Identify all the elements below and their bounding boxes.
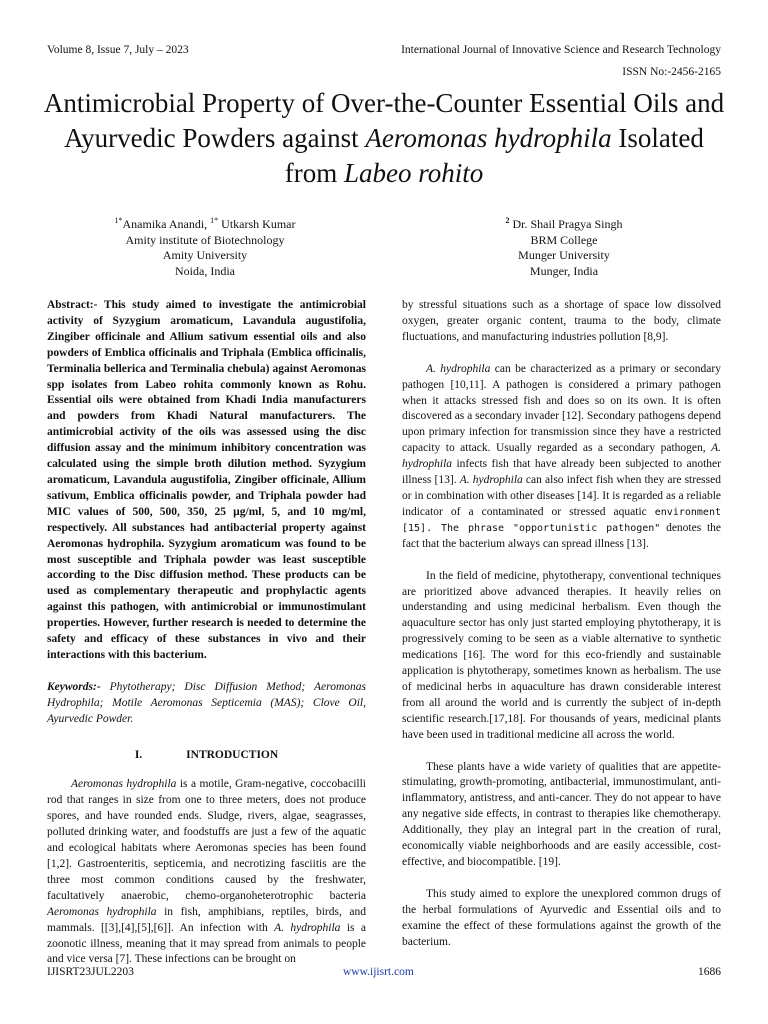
title-organism-2: Labeo rohito — [343, 158, 484, 188]
keywords-text: Phytotherapy; Disc Diffusion Method; Aeromonas Hydrophila; Motile Aeromonas Septicemia (MAS); Clove Oil, Ayurvedic Powder. — [47, 680, 366, 725]
author-sup: 1* — [114, 216, 123, 225]
paper-id: IJISRT23JUL2203 — [47, 966, 134, 978]
species-name: A. hydrophila — [459, 474, 523, 487]
keywords-label: Keywords:- — [47, 680, 101, 693]
paragraph-pathogen — [402, 362, 721, 553]
author-names-left — [94, 213, 316, 233]
paper-title — [40, 86, 728, 191]
abstract: Abstract:- This study aimed to investigate the antimicrobial activity of Syzygium aromaticum, Lavandula augustifolia, Zingiber officinale and Allium sativum essential oils and also powders of Emblica officinalis and Triphala (Emblica officinalis, Terminalia bellerica and Terminalia chebula) against Aeromonas spp isolates from Labeo rohita commonly known as Rohu. Essential oils were obtained from Khadi India manufacturers and powders from Khadi Natural manufacturers. The antimicrobial activity of the oils was assessed using the disc diffusion assay and the minimum inhibitory concentration was calculated using the simple broth dilution method. Syzygium aromaticum, Lavandula augustifolia, Zingiber officinale, Allium sativum, Emblica officinalis powder, and Triphala powder had MIC values of 500, 500, 350, 25 µg/ml, 5, and 10 mg/ml, respectively. All substances had antibacterial property against Aeromonas hydrophila. Syzygium aromaticum was found to be most susceptible and Triphala powder was least susceptible according to the Disc diffusion method. These products can be used as complementary therapeutic and prophylactic agents against this pathogen, with antimicrobial or immunostimulant properties. However, further research is needed to determine the safety and efficacy of these substances in vivo and their interactions with this bacterium. — [47, 299, 366, 661]
title-text-2: Isolated from — [284, 123, 704, 188]
section-title: INTRODUCTION — [186, 748, 279, 761]
paragraph-plant-qualities: These plants have a wide variety of qualities that are appetite-stimulating, growth-promoting, antibacterial, immunostimulant, anti-inflammatory, antistress, and anti-cancer. They do not appear to have any negative side effects, in contrast to therapies like chemotherapy. Additionally, they play an integral part in the creation of rural, economically viable neighborhoods and are easily accessible, cost-effective, and biocompatible. [19]. — [402, 760, 721, 868]
paragraph-text: denotes the fact that the bacterium always can spread illness [13]. — [402, 521, 721, 550]
title-text-1: Antimicrobial Property of Over-the-Counter Essential Oils and Ayurvedic Powders against — [43, 88, 725, 153]
author-block-left — [94, 213, 316, 279]
author-location: Noida, India — [175, 263, 235, 278]
title-organism-1: Aeromonas hydrophila — [365, 123, 612, 153]
author-name: Anamika Anandi, — [122, 217, 211, 231]
intro-paragraph — [47, 777, 366, 968]
author-names-right — [480, 213, 648, 233]
author-name: Utkarsh Kumar — [218, 217, 296, 231]
paragraph-text: in fish, amphibians, reptiles, birds, and mammals. [[3],[4],[5],[6]]. An infection with — [47, 905, 366, 934]
species-name: A. hydrophila — [426, 362, 491, 375]
issn-number: ISSN No:-2456-2165 — [622, 66, 721, 78]
keywords — [47, 680, 366, 728]
paragraph-phytotherapy: In the field of medicine, phytotherapy, conventional techniques are prioritized above advanced therapies. It heavily relies on understanding and using medicinal herbalism. Even though the aquaculture sector has only just started employing phytotherapy, it is progressively coming to be seen as a viable alternative to synthetic medications [16]. The word for this eco-friendly and sustainable application is phytotherapy, sometimes known as herbalism. The use of medicinal herbs in aquaculture has drawn considerable interest from all around the world and is currently the subject of in-depth scientific research.[17,18]. For thousands of years, medicinal plants have been used in traditional medicine all across the world. — [402, 569, 721, 741]
species-name: Aeromonas hydrophila — [71, 778, 177, 791]
paragraph-study-aim: This study aimed to explore the unexplored common drugs of the herbal formulations of Ayurvedic and Essential oils and to examine the effect of these formulations against the growth of the bacterium. — [402, 887, 721, 948]
author-location: Munger, India — [529, 263, 599, 278]
paragraph-text-mono: environment [15]. The phrase "opportunistic pathogen" — [402, 506, 721, 534]
volume-info: Volume 8, Issue 7, July – 2023 — [47, 44, 189, 56]
paragraph-text: can also infect fish when they are stressed or in combination with other diseases [14]. It is regarded as a reliable indicator of a contaminated or stressed aquatic — [402, 474, 721, 518]
species-name: A. hydrophila — [402, 442, 721, 471]
author-block-right — [480, 213, 648, 279]
author-affiliation: Munger University — [518, 248, 610, 262]
author-affiliation: BRM College — [530, 232, 598, 247]
author-affiliation: Amity University — [162, 248, 248, 262]
author-affiliation: Amity institute of Biotechnology — [125, 232, 285, 247]
right-column — [402, 298, 721, 951]
paragraph-text: is a motile, Gram-negative, coccobacilli rod that ranges in size from one to three meters, does not produce spores, and have rounded ends. Sludge, rivers, algae, seagrasses, polluted drinking water, and foodstuffs are just a few of the aquatic and ecological habitats where Aeromonas species has been found [1,2]. Gastroenteritis, septicemia, and necrotizing fasciitis are the three most common conditions caused by the freshwater, facultatively anaerobic, chemo-organoheterotrophic bacteria — [47, 778, 366, 902]
section-heading — [47, 748, 366, 764]
page-number: 1686 — [698, 966, 721, 978]
species-name: A. hydrophila — [274, 921, 341, 934]
left-column — [47, 298, 366, 968]
paragraph-text: is a zoonotic illness, meaning that it may spread from animals to people and vice versa [7]. These infections can be brought on — [47, 921, 366, 966]
paragraph-text: can be characterized as a primary or secondary pathogen [10,11]. A pathogen is considered a primary pathogen when it attacks stressed fish and does so on its own. It is often discovered as a secondary invader [12]. Secondary pathogens depend upon primary infection for transmission since they have a restricted capacity to attack. Usually regarded as a secondary pathogen, — [402, 362, 722, 455]
author-sup: 1* — [210, 216, 219, 225]
section-number: I. — [134, 748, 143, 761]
paragraph-stress: by stressful situations such as a shortage of space low dissolved oxygen, greater organic content, trauma to the body, climate fluctuations, and manufacturing industries pollution [8,9]. — [402, 299, 721, 343]
species-name: Aeromonas hydrophila — [47, 905, 157, 918]
author-sup: 2 — [505, 216, 510, 225]
journal-url-link[interactable]: www.ijisrt.com — [343, 966, 414, 978]
journal-name: International Journal of Innovative Science and Research Technology — [401, 44, 721, 56]
paragraph-text: infects fish that have already been subjected to another illness [13]. — [402, 458, 721, 487]
author-name: Dr. Shail Pragya Singh — [509, 217, 623, 231]
